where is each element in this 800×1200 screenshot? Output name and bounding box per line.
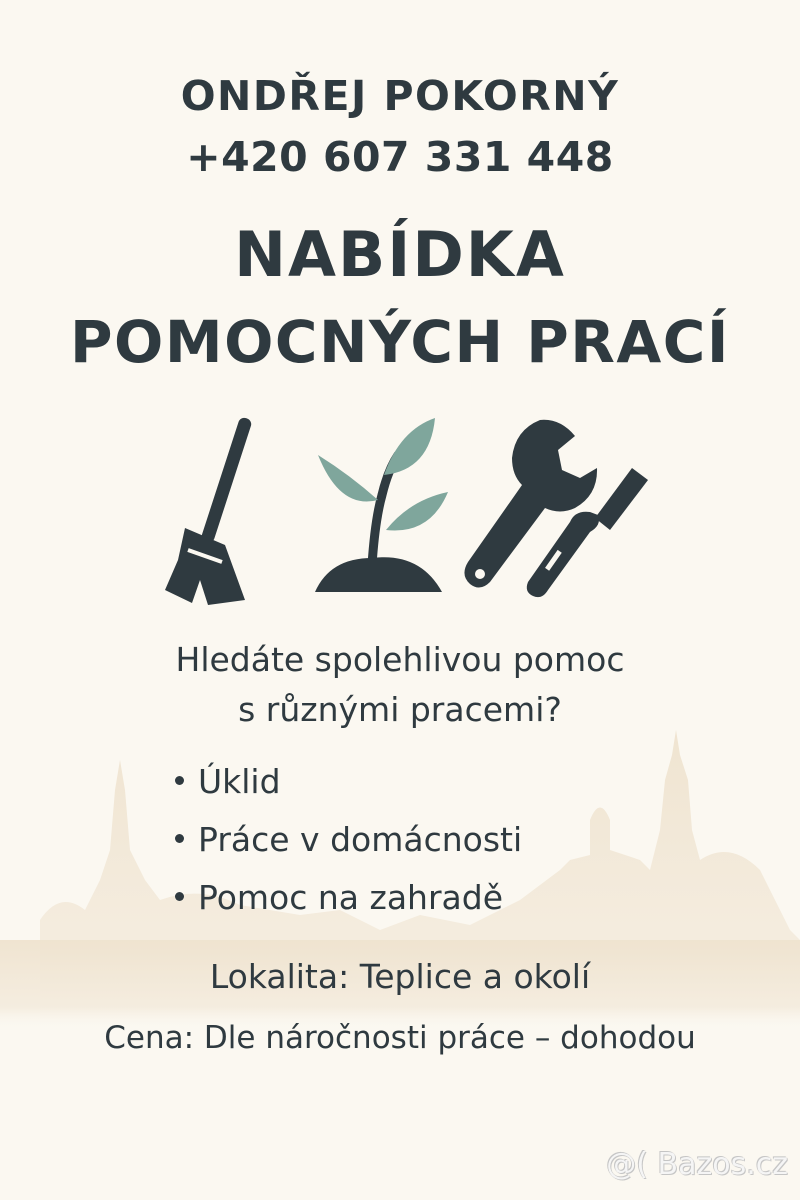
title-line-1: NABÍDKA	[234, 218, 566, 291]
list-item	[175, 758, 522, 816]
price-text: Cena: Dle náročnosti práce – dohodou	[104, 1020, 696, 1056]
location-text: Lokalita: Teplice a okolí	[209, 957, 591, 996]
question-line-1: Hledáte spolehlivou pomoc	[175, 640, 625, 679]
service-label: Práce v domácnosti	[198, 820, 523, 859]
contact-phone: +420 607 331 448	[186, 133, 614, 181]
list-item	[175, 874, 522, 932]
sprout-icon	[315, 418, 448, 592]
service-label: Úklid	[198, 762, 281, 801]
services-list	[175, 758, 522, 932]
watermark: @( Bazos.cz	[606, 1147, 788, 1182]
bullet-icon	[175, 834, 184, 843]
bullet-icon	[175, 892, 184, 901]
services-icons	[0, 400, 800, 610]
question-line-2: s různými pracemi?	[238, 690, 562, 729]
title-line-2: POMOCNÝCH PRACÍ	[70, 308, 730, 376]
wrench-icon	[464, 420, 597, 588]
service-label: Pomoc na zahradě	[198, 878, 504, 917]
broom-icon	[165, 416, 253, 605]
bullet-icon	[175, 776, 184, 785]
contact-name: ONDŘEJ POKORNÝ	[180, 72, 620, 120]
list-item	[175, 816, 522, 874]
